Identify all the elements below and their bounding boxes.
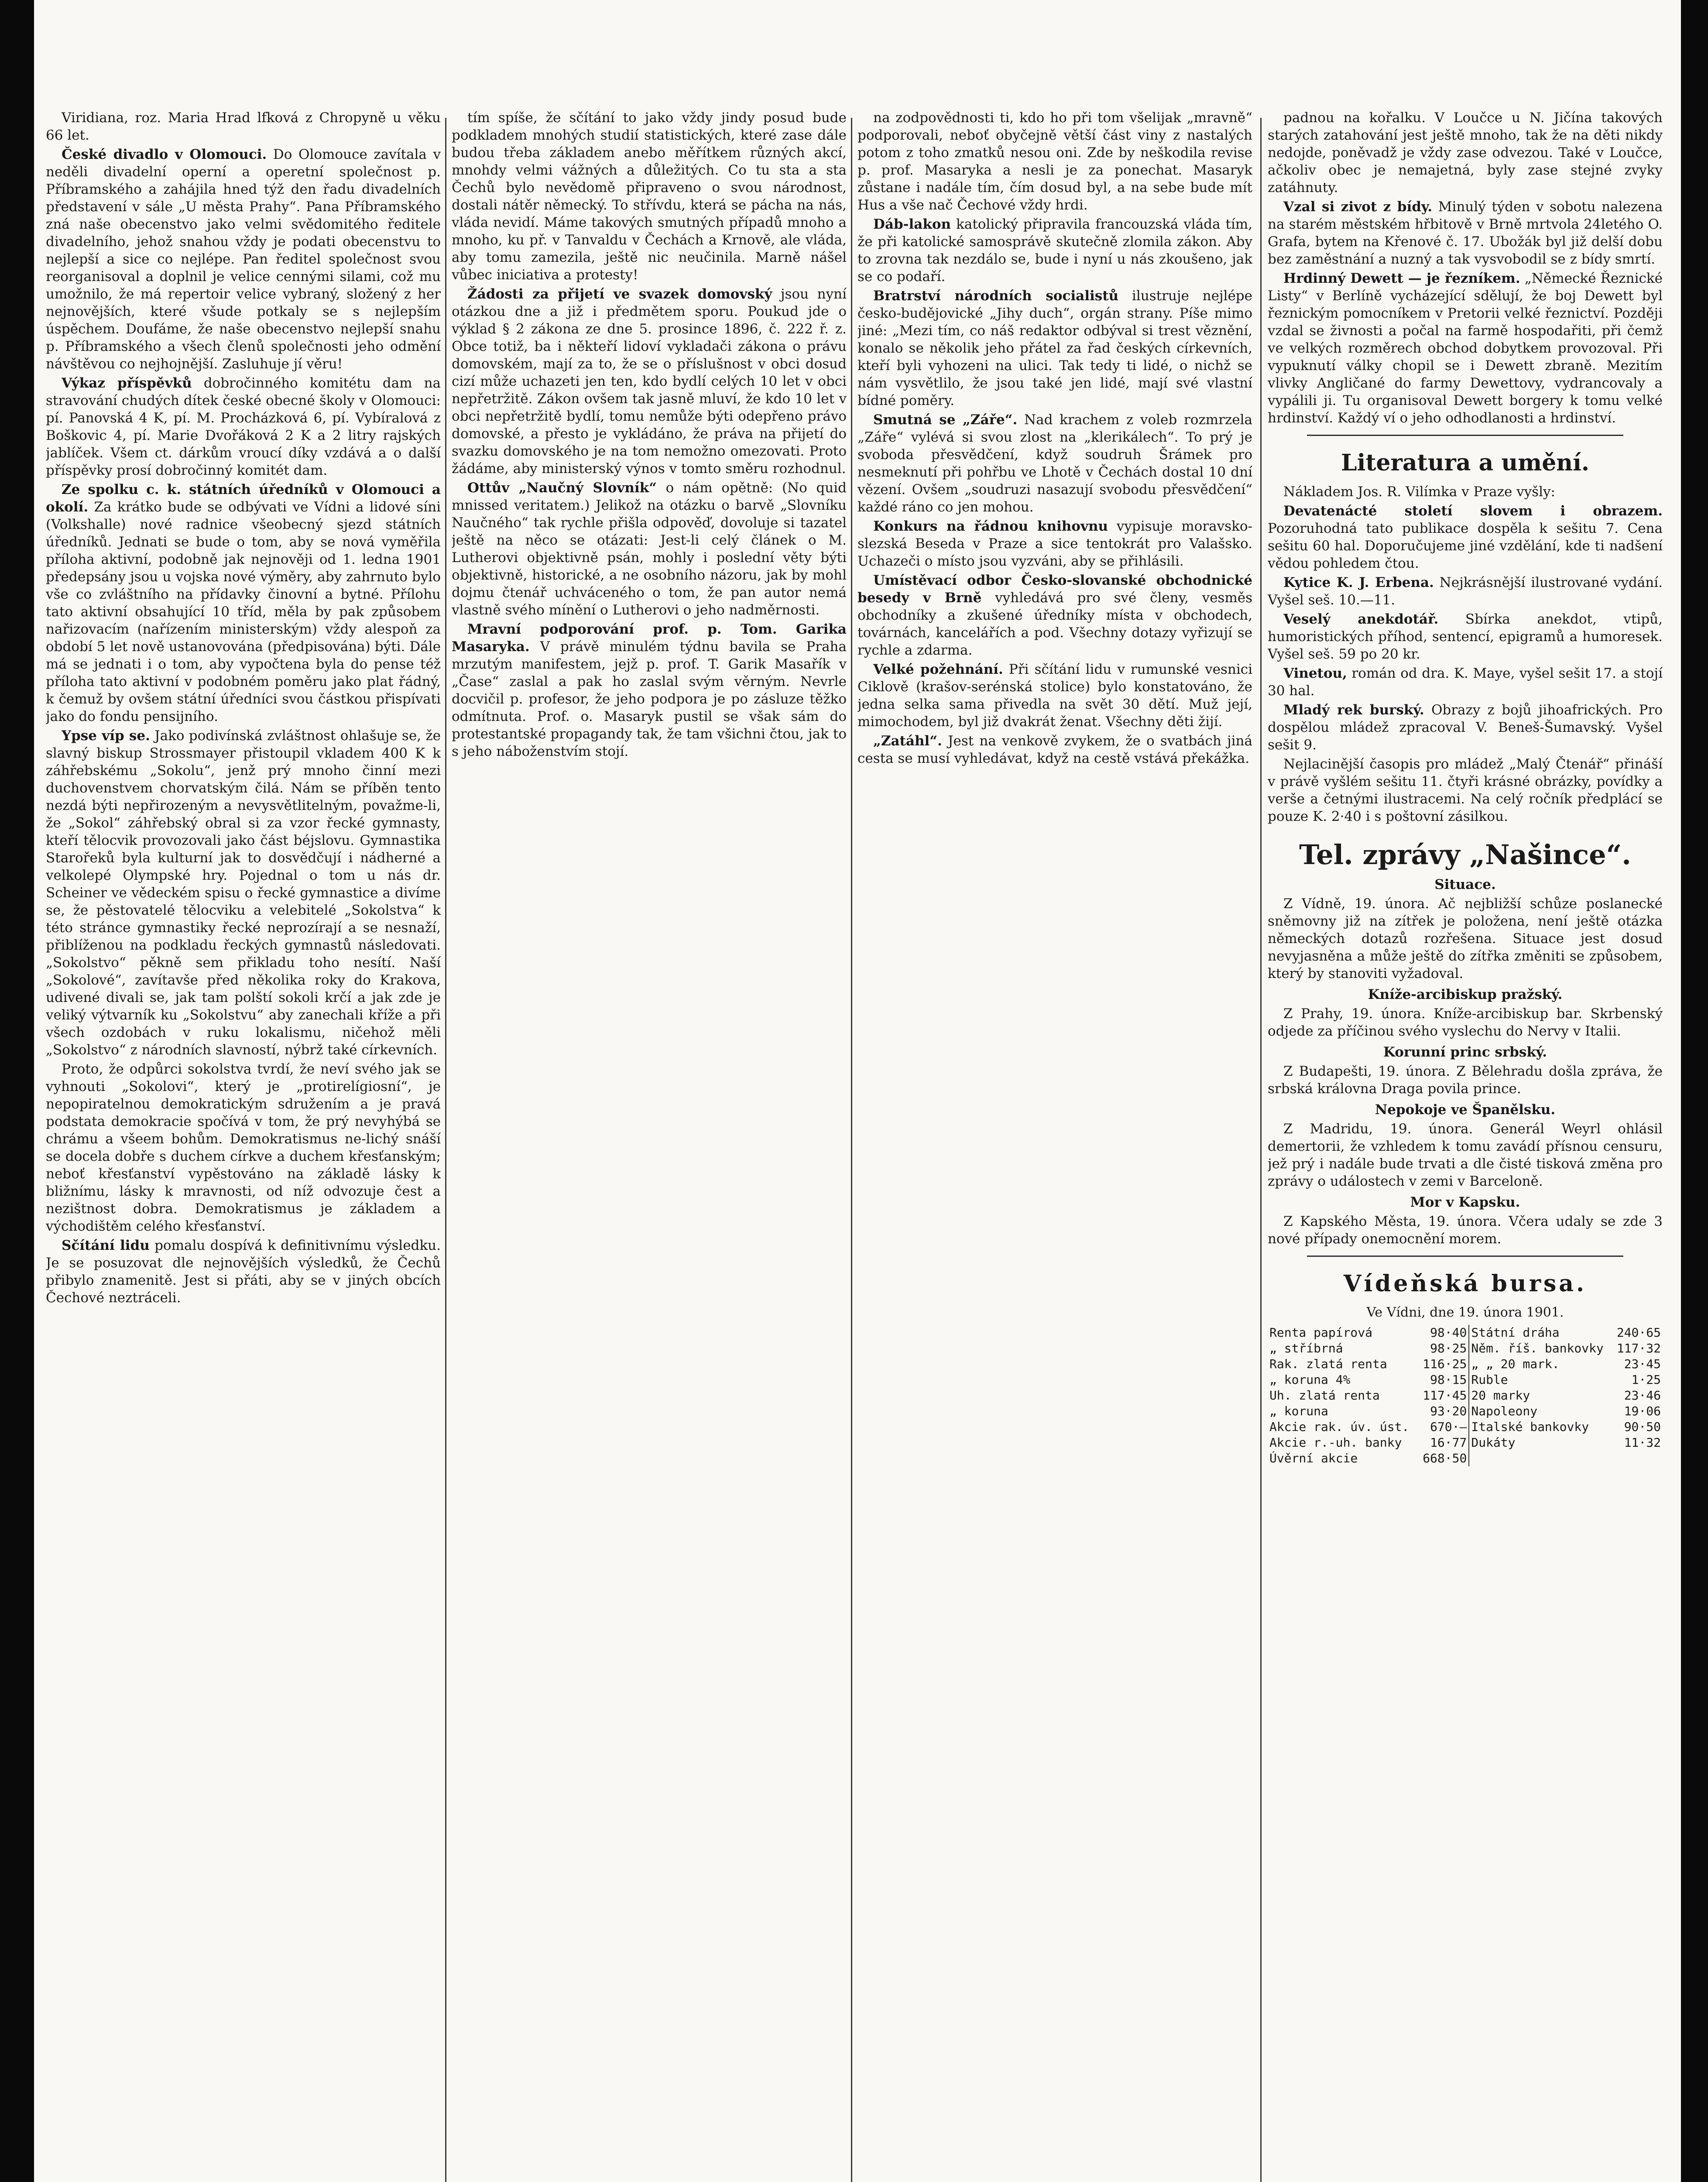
article-body: Při sčítání lidu v rumunské vesnici Ciklově (krašov-serénská stolice) bylo konstatováno, že jedna selka sama přivedla na svět 30 dětí. Muž její, mimochodem, byl již dvakrát ženat. Všechny děti žijí.: [857, 662, 1252, 730]
book-title: Veselý anekdotář.: [1283, 611, 1439, 627]
bourse-table-body: [1268, 1325, 1663, 1466]
bourse-security: Akcie r.-uh. banky: [1269, 1435, 1402, 1450]
bourse-security: Státní dráha: [1471, 1325, 1560, 1340]
article-headline: Ze spolku c. k. státních úředníků v Olomouci a okolí.: [46, 482, 441, 515]
article-headline: Konkurs na řádnou knihovnu: [873, 518, 1108, 534]
article: [46, 146, 441, 373]
column-4: [1268, 109, 1663, 2182]
article-body: Za krátko bude se odbývati ve Vídni a lidové síni (Volkshalle) nové radnice všeobecný sjezd státních úředníků. Jednati se bude o tom, aby se nová vyměřila příloha aktivní, podobně jak nejnověji od 1. ledna 1901 předepsány jsou u vojska nové výměry, aby zahrnuto bylo vše co zvláštního na přídavky činovní a bytné. Přílohu tato aktivní obsahující 10 tříd, měla by pak způsobem nařizovacím (nařízením ministerským) vždy alespoň za období 5 let nově ustanovována (předpisována) býti. Dále má se jednati i o tom, aby vypočtena byla do pense též příloha tato aktivní v podobném poměru jako plat řádný, k čemuž by ovšem státní úředníci svou částkou přispívati jako do fondu pensijního.: [46, 499, 441, 724]
bourse-rate: 19·06: [1624, 1404, 1661, 1418]
bourse-security: Ruble: [1471, 1372, 1508, 1387]
telegram-subheading: Korunní princ srbský.: [1383, 1044, 1547, 1060]
article-body: Jest na venkově zvykem, že o svatbách jiná cesta se musí vyhledávat, když na cestě vstává překážka.: [857, 733, 1252, 766]
article-body: na zodpovědnosti ti, kdo ho při tom všelijak „mravně“ podporovali, neboť obyčejně větší část viny z nastalých potom z toho zmatků nesou oni. Zde by neškodila revise p. prof. Masaryka a nesli je za ponechat. Masaryk zůstane i nadále tím, čím dosud byl, a na sebe bude mít Hus a vše nač Čechové vždy hrdi.: [857, 110, 1252, 213]
telegram-text: Z Vídně, 19. února. Ač nejbližší schůze poslanecké sněmovny již na zítřek je položena, není ještě otázka německých dotazů rozřešena. Situace jest dosud nevyjasněna a může ještě do zítřka změniti se způsobem, který by stanoviti vyžadoval.: [1268, 896, 1663, 981]
bourse-security: „ „ 20 mark.: [1471, 1357, 1560, 1371]
book-description: román od dra. K. Maye, vyšel sešit 17. a stojí 30 hal.: [1268, 666, 1663, 699]
article-body: jsou nyní otázkou dne a již i předmětem sporu. Poukud jde o výklad § 2 zákona ze dne 5. prosince 1896, č. 222 ř. z. Obce totiž, ba i někteří lidoví vykladači zákona o právu domovském, mají za to, že se o příslušnost v obci dosud cizí může uchazeti jen ten, kdo bydlí celých 10 let v obci nepřetržitě. Zákon ovšem tak jasně mluví, že kdo 10 let v obci nepřetržitě bydlí, tomu nemůže býti odepřeno právo domovské, a přesto je vykládáno, že práva na přijetí do svazku domovského je na tom nemožno omezovati. Proto žádáme, aby ministerský výnos v tomto směru rozhodnul.: [452, 286, 847, 477]
article-headline: Sčítání lidu: [62, 1238, 150, 1253]
article-headline: Hrdinný Dewett — je řezníkem.: [1283, 271, 1520, 286]
book-listing: [1268, 611, 1663, 663]
bourse-row: [1268, 1403, 1663, 1419]
article-body: Minulý týden v sobotu nalezena na starém městském hřbitově v Brně mrtvola 24letého O. Grafa, bytem na Křenové č. 17. Ubožák byl již delší dobu bez zaměstnání a nuzný a tak vysvobodil se z bídy smrtí.: [1268, 199, 1663, 267]
bourse-rate: 116·25: [1418, 1356, 1469, 1372]
bourse-row: [1268, 1372, 1663, 1388]
column-3: [857, 109, 1252, 2182]
telegram-subheading: Mor v Kapsku.: [1410, 1194, 1520, 1210]
book-title: Mladý rek burský.: [1283, 702, 1424, 718]
bourse-table: [1268, 1325, 1663, 1466]
article: [857, 411, 1252, 516]
bourse-rate: 11·32: [1624, 1435, 1661, 1450]
bourse-security: Akcie rak. úv. úst.: [1269, 1420, 1410, 1434]
bourse-row: [1268, 1325, 1663, 1341]
article: [1268, 198, 1663, 268]
bourse-rate: 117·45: [1418, 1388, 1469, 1403]
bourse-security: Něm. říš. bankovky: [1471, 1341, 1604, 1355]
bourse-row: [1268, 1435, 1663, 1451]
book-listing: [1268, 665, 1663, 700]
article-headline: Ypse víp se.: [62, 728, 150, 744]
bourse-security: „ stříbrná: [1269, 1341, 1343, 1355]
book-listing: [1268, 574, 1663, 609]
bourse-rate: [1612, 1451, 1663, 1466]
section-divider: [1307, 435, 1623, 436]
article: [857, 518, 1252, 570]
article-body: pomalu dospívá k definitivnímu výsledku. Je se posuzovat dle nejnovějších výsledků, že Čechů přibylo znamenitě. Jest si přáti, aby se v jiných obcích Čechové neztráceli.: [46, 1238, 441, 1306]
bourse-rate: 98·15: [1418, 1372, 1469, 1388]
telegram-text: Z Kapského Města, 19. února. Včera udaly se zde 3 nové případy onemocnění morem.: [1268, 1214, 1663, 1247]
column-rule: [445, 118, 446, 2182]
article-headline: Ottův „Naučný Slovník“: [467, 480, 657, 496]
article-body: Nad krachem z voleb rozmrzela „Záře“ vylévá si svou zlost na „klerikálech“. To prý je svoboda přesvědčení, když soudruh Šrámek pro nesmeknutí při pohřbu ve Lhotě v Čechách dostal 10 dní vězení. Ovšem „soudruzi nasazují svobodu přesvědčení“ každé ráno co jen mohou.: [857, 412, 1252, 515]
column-1: [46, 109, 441, 2182]
telegram-text: Z Budapešti, 19. února. Z Bělehradu došla zpráva, že srbská královna Draga povila prince.: [1268, 1064, 1663, 1097]
article-body: Jako podivínská zvláštnost ohlašuje se, že slavný biskup Strossmayer přistoupil vkladem 400 K k záhřebskému „Sokolu“, jenž prý mnoho činní mezi duchovenstvem chorvatským čilá. Nám se příběn tento nezdá býti nepřirozeným a nevysvětlitelným, považme-li, že „Sokol“ záhřebský obral si za vzor řecké gymnasty, kteří tělocvik provozovali jako část béjslovu. Gymnastika Starořeků byla kulturní jak to dosvědčují i nádherné a velkolepé Olympské hry. Pojednal o tom u nás dr. Scheiner ve vědeckém spisu o řecké gymnastice a divíme se, že pěstovatelé tělocviku a velebitelé „Sokolstva“ k této stránce gymnastiky řecké neprozírají a se nesnaží, přiblíženou na podkladu řeckých gymnastů následovati. „Sokolstvo“ pěkně sem přikladu toho nesítí. Naší „Sokolové“, zavítavše před několika roky do Krakova, udivené divali se, jak tam polští sokoli krčí a jak zde je veliký výtvarník ku „Sokolstvu“ aby zanechali kříže a při všech ozdobách v ruku lokalismu, ničehož měli „Sokolstvo“ z národních slavností, nýbrž také církevních.: [46, 728, 441, 1058]
article-body: vypisuje moravsko-slezská Beseda v Praze a sice tentokrát pro Valašsko. Uchazeči o místo jsou vyzváni, aby se přihlásili.: [857, 518, 1252, 569]
bourse-rate: 93·20: [1418, 1403, 1469, 1419]
article-headline: Žádosti za přijetí ve svazek domovský: [467, 286, 772, 302]
article: [46, 727, 441, 1059]
section-heading-bourse: Vídeňská bursa.: [1343, 1270, 1587, 1297]
article-headline: Vzal si zivot z bídy.: [1283, 199, 1433, 215]
bourse-security: [1469, 1451, 1612, 1466]
article: [46, 1237, 441, 1307]
section-divider: [1307, 1256, 1623, 1257]
book-title: Kytice K. J. Erbena.: [1283, 575, 1434, 590]
bourse-row: [1268, 1419, 1663, 1435]
book-title: Devatenácté století slovem i obrazem.: [1283, 503, 1663, 519]
bourse-rate: 98·25: [1418, 1341, 1469, 1356]
bourse-security: Renta papírová: [1269, 1325, 1373, 1340]
article: [452, 621, 847, 760]
article-body: „Německé Řeznické Listy“ v Berlíně vycházející sdělují, že boj Dewett byl řeznickým pomocníkem v Pretorii velké řeznictví. Později vzdal se živnosti a počal na farmě hospodařiti, při čemž ve velkých rozměrech obchod dobytkem provozoval. Při vypuknutí války chopil se i Dewett zbraně. Mezitím vlivky Angličané do farmy Dewettovy, vydrancovaly a vypálili ji. Tu organisoval Dewett borgery k tomu velké hrdinství. Každý ví o jeho odhodlanosti a hrdinství.: [1268, 271, 1663, 426]
bourse-rate: 23·46: [1624, 1388, 1661, 1403]
book-description: Nejkrásnější ilustrované vydání. Vyšel seš. 10.—11.: [1268, 575, 1663, 608]
bourse-rate: 240·65: [1616, 1325, 1661, 1340]
article-body: Do Olomouce zavítala v neděli divadelní operní a operetní společnost p. Příbramského a zahájila hned týž den řadu divadelních představení v sále „U města Prahy“. Pana Příbramského zná naše obecenstvo jako velmi svědomitého ředitele divadelního, jehož snahou vždy je podati obecenstvu to nejlepší a sice co nejlépe. Pan ředitel společnost svou reorganisoval a doplnil je velice cennými silami, což mu umožnilo, že má repertoir velice vybraný, složený z her nejnovějších, které všude potkaly se s nejlepším úspěchem. Doufáme, že naše obecenstvo nejlepší snahu p. Příbramského a všech členů společnosti jeho odmění návštěvou co nejhojnější. Zasluhuje jí věru!: [46, 147, 441, 372]
article-headline: Dáb-lakon: [873, 216, 951, 232]
scan-border-left: [0, 0, 34, 2182]
article: [857, 287, 1252, 409]
bourse-security: Úvěrní akcie: [1269, 1451, 1358, 1465]
article-headline: Velké požehnání.: [873, 662, 1003, 677]
article: [452, 479, 847, 619]
bourse-rate: 16·77: [1418, 1435, 1469, 1451]
telegram-subheading: Nepokoje ve Španělsku.: [1375, 1102, 1556, 1118]
article-body: vyhledává pro své členy, vesměs obchodníky a zkušené úředníky místa v obchodech, továrnách, kancelářích a pod. Všechny dotazy vyřizují se rychle a zdarma.: [857, 590, 1252, 658]
article: [1268, 270, 1663, 427]
bourse-security: Uh. zlatá renta: [1269, 1388, 1380, 1403]
article-body: katolický připravila francouzská vláda tím, že při katolické samosprávě skutečně zlomila zákon. Aby to zrovna tak nezdálo se, bude i nyní u nás zkoušeno, jak se co podaří.: [857, 216, 1252, 285]
article: [857, 572, 1252, 659]
telegram-subheading: Situace.: [1434, 877, 1496, 892]
bourse-security: „ koruna: [1269, 1404, 1328, 1418]
article: [46, 481, 441, 725]
section-heading-telegrams: Tel. zprávy „Našince“.: [1299, 839, 1631, 871]
article-body: tím spíše, že sčítání to jako vždy jindy posud bude podkladem mnohých studií statistických, které zase dále budou třeba základem anebo měřítkem různých akcí, mnohdy velmi vážných a důležitých. Co tu sta a sta Čechů bylo nevědomě připraveno o svou národnost, dostali nátěr německý. To střívdu, která se pácha na nás, vláda nevidí. Máme takových smutných případů mnoho a mnoho, ku př. v Tanvaldu v Čechách a Krnově, ale vláda, aby tomu zamezila, ještě nic neučinila. Marně nášel vůbec iniciativa a protesty!: [452, 110, 847, 283]
article: [857, 216, 1252, 285]
bourse-security: Italské bankovky: [1471, 1420, 1589, 1434]
column-2: [452, 109, 847, 2182]
article-body: dobročinného komitétu dam na stravování chudých dítek české obecné školy v Olomouci: pí. Panovská 4 K, pí. M. Procházková 6, pí. Vybíralová z Boškovic 4, pí. Marie Dvořáková 2 K a 2 litry rajských jablíček. Všem ct. dárkům vroucí díky vzdává a o další příspěvky prosí dobročinný komitét dam.: [46, 375, 441, 478]
article-headline: České divadlo v Olomouci.: [62, 147, 267, 162]
bourse-security: 20 marky: [1471, 1388, 1530, 1403]
scan-border-right: [1681, 0, 1708, 2182]
telegram-text: Z Prahy, 19. února. Kníže-arcibiskup bar. Skrbenský odjede za příčinou svého vyslechu do Nervy v Italii.: [1268, 1006, 1663, 1039]
book-description: Pozoruhodná tato publikace dospěla k sešitu 7. Cena sešitu 60 hal. Doporučujeme jiné vzdělání, kde ti nadšení vědou pohledem čtou.: [1268, 521, 1663, 571]
article-body: padnou na kořalku. V Loučce u N. Jičína takových starých zatahování jest ještě mnoho, tak že na děti nikdy nedojde, poněvadž je vždy zase odvezou. Také v Loučce, ačkoliv obec je nemajetná, byly zase stejné zvyky zatáhnuty.: [1268, 110, 1663, 196]
article: [857, 732, 1252, 767]
article-headline: Bratrství národních socialistů: [873, 288, 1119, 304]
book-listing: [1268, 502, 1663, 572]
article-headline: Umístěvací odbor Česko-slovanské obchodnické besedy v Brně: [857, 573, 1252, 606]
bourse-rate: 98·40: [1418, 1325, 1469, 1341]
article: [857, 661, 1252, 731]
bourse-row: [1268, 1356, 1663, 1372]
publisher-note: Nákladem Jos. R. Vilímka v Praze vyšly:: [1283, 484, 1555, 500]
bourse-rate: 23·45: [1624, 1357, 1661, 1371]
bourse-row: [1268, 1341, 1663, 1356]
article-body: V právě minulém týdnu bavila se Praha mrzutým manifestem, jejž p. prof. T. Garik Masařík v „Čase“ zaslal a pak ho zaslal svým věrným. Nevrle docvičil p. profesor, že jeho podpora je po zásluze těžko odmítnuta. Prof. o. Masaryk pustil se však sám do protestantské propagandy tak, že tam všichni čtou, jak to s jeho náboženstvím stojí.: [452, 639, 847, 759]
book-title: Vinetou,: [1283, 666, 1347, 681]
bourse-security: Napoleony: [1471, 1404, 1538, 1418]
bourse-row: [1268, 1451, 1663, 1466]
bourse-rate: 668·50: [1418, 1451, 1469, 1466]
bourse-row: [1268, 1388, 1663, 1403]
article: [452, 285, 847, 477]
bourse-security: Rak. zlatá renta: [1269, 1357, 1387, 1371]
bourse-rate: 90·50: [1624, 1420, 1661, 1434]
book-description: Obrazy z bojů jihoafrických. Pro dospělou mládež zpracoval V. Beneš-Šumavský. Vyšel sešit 9.: [1268, 702, 1663, 753]
bourse-rate: 117·32: [1616, 1341, 1661, 1355]
article: [46, 374, 441, 479]
article-headline: Výkaz příspěvků: [62, 375, 192, 391]
column-rule: [1260, 118, 1262, 2182]
bourse-rate: 670·—: [1418, 1419, 1469, 1435]
obituary-note: Viridiana, roz. Maria Hrad lfková z Chropyně u věku 66 let.: [46, 110, 441, 143]
book-listing: [1268, 701, 1663, 754]
article-body: o nám opětně: (No quid mnissed veritatem.) Jelikož na otázku o barvě „Slovníku Naučného“ tak rychle přišla odpověď, dovoluje si tazatel ještě na něco se otázati: Jest-li celý článek o M. Lutherovi objektivně psán, mohly i poslední věty býti objektivně, historické, a ne osobního názoru, jak by mohl dojmu čtenář uchváceného o tom, že pan autor nemá vlastně svého mínění o Lutherovi o jeho nadměrnosti.: [452, 480, 847, 618]
bourse-dateline: Ve Vídni, dne 19. února 1901.: [1366, 1305, 1564, 1320]
article-headline: Mravní podporování prof. p. Tom. Garika Masaryka.: [452, 621, 847, 655]
article-headline: Smutná se „Záře“.: [873, 412, 1018, 428]
article-body: ilustruje nejlépe česko-budějovické „Jihy duch“, orgán strany. Píše mimo jiné: „Mezi tím, co náš redaktor odbýval si trest věznění, konalo se několik jeho přátel za řad českých církevních, kteří byli vyhozeni na ulici. Tak tedy ti lidé, o nichž se nám vysvětlilo, že jsou také jen lidé, mají své vlastní bídné poměry.: [857, 288, 1252, 408]
bourse-security: Dukáty: [1471, 1435, 1516, 1450]
section-heading-literature: Literatura a umění.: [1341, 449, 1589, 476]
book-listing: Nejlacinější časopis pro mládež „Malý Čtenář“ přináší v právě vyšlém sešitu 11. čtyři krásné obrázky, povídky a verše a četnými ilustracemi. Na celý ročník předplácí se pouze K. 2·40 i s poštovní zásilkou.: [1268, 756, 1663, 824]
bourse-rate: 1·25: [1631, 1372, 1661, 1387]
column-rule: [851, 118, 852, 2182]
telegram-subheading: Kníže-arcibiskup pražský.: [1368, 987, 1563, 1002]
article-headline: „Zatáhl“.: [873, 733, 942, 749]
article-body: Proto, že odpůrci sokolstva tvrdí, že neví svého jak se vyhnouti „Sokolovi“, který je „protirelígiosní“, je nepopiratelnou demokratickým sdružením a je pravá podstata demokracie spočívá v tom, že prý nevyhýbá se chrámu a všeem bohům. Demokratismus ne-lichý snáší se docela dobře s duchem církve a duchem křesťanským; neboť křesťanství vypěstováno na základě lásky k bližnímu, lásky k mravnosti, od níž odvozuje čest a nezištnost dobra. Demokratismus je základem a východištěm celého křesťanství.: [46, 1061, 441, 1234]
bourse-security: „ koruna 4%: [1269, 1372, 1351, 1387]
telegram-text: Z Madridu, 19. února. Generál Weyrl ohlásil demertorii, že vzhledem k tomu zavádí přísnou censuru, jež prý i nadále bude trvati a dle čisté tisková změna pro zprávy o událostech v zemi v Barceloně.: [1268, 1121, 1663, 1189]
book-description: Sbírka anekdot, vtipů, humoristických příhod, sentencí, epigramů a humoresek. Vyšel seš. 59 po 20 kr.: [1268, 611, 1663, 662]
